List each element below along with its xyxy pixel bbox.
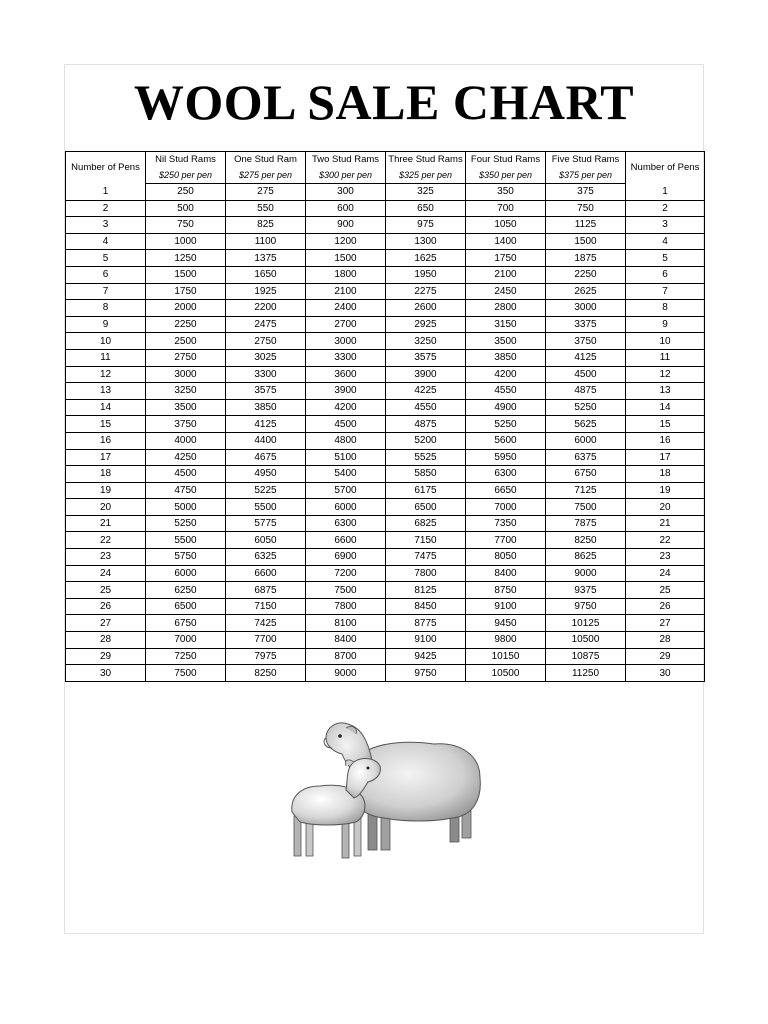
cell-three-stud-rams: 3250 bbox=[386, 333, 466, 350]
cell-five-stud-rams: 9750 bbox=[546, 598, 626, 615]
cell-three-stud-rams: 9750 bbox=[386, 665, 466, 682]
cell-one-stud-ram: 5225 bbox=[226, 482, 306, 499]
cell-nil-stud-rams: 5750 bbox=[146, 549, 226, 566]
cell-five-stud-rams: 5625 bbox=[546, 416, 626, 433]
cell-nil-stud-rams: 5500 bbox=[146, 532, 226, 549]
cell-four-stud-rams: 6300 bbox=[466, 466, 546, 483]
cell-five-stud-rams: 9000 bbox=[546, 565, 626, 582]
cell-pens-left: 8 bbox=[66, 300, 146, 317]
table-row bbox=[66, 549, 705, 566]
cell-pens-right: 25 bbox=[626, 582, 705, 599]
table-row bbox=[66, 217, 705, 234]
cell-two-stud-rams: 900 bbox=[306, 217, 386, 234]
cell-three-stud-rams: 2275 bbox=[386, 283, 466, 300]
cell-five-stud-rams: 7500 bbox=[546, 499, 626, 516]
cell-three-stud-rams: 4550 bbox=[386, 399, 466, 416]
cell-one-stud-ram: 7425 bbox=[226, 615, 306, 632]
table-row bbox=[66, 648, 705, 665]
cell-pens-right: 27 bbox=[626, 615, 705, 632]
cell-one-stud-ram: 5775 bbox=[226, 515, 306, 532]
cell-pens-left: 15 bbox=[66, 416, 146, 433]
cell-four-stud-rams: 9800 bbox=[466, 632, 546, 649]
cell-one-stud-ram: 4950 bbox=[226, 466, 306, 483]
cell-two-stud-rams: 3900 bbox=[306, 383, 386, 400]
cell-pens-left: 28 bbox=[66, 632, 146, 649]
cell-pens-left: 27 bbox=[66, 615, 146, 632]
cell-pens-right: 24 bbox=[626, 565, 705, 582]
cell-four-stud-rams: 5250 bbox=[466, 416, 546, 433]
cell-pens-right: 28 bbox=[626, 632, 705, 649]
cell-four-stud-rams: 1400 bbox=[466, 233, 546, 250]
cell-pens-right: 29 bbox=[626, 648, 705, 665]
cell-two-stud-rams: 3000 bbox=[306, 333, 386, 350]
cell-nil-stud-rams: 4250 bbox=[146, 449, 226, 466]
cell-nil-stud-rams: 2750 bbox=[146, 349, 226, 366]
cell-four-stud-rams: 8400 bbox=[466, 565, 546, 582]
cell-two-stud-rams: 2400 bbox=[306, 300, 386, 317]
cell-nil-stud-rams: 5250 bbox=[146, 515, 226, 532]
cell-three-stud-rams: 2925 bbox=[386, 316, 466, 333]
cell-pens-left: 10 bbox=[66, 333, 146, 350]
cell-five-stud-rams: 5250 bbox=[546, 399, 626, 416]
cell-one-stud-ram: 1375 bbox=[226, 250, 306, 267]
cell-one-stud-ram: 4125 bbox=[226, 416, 306, 433]
cell-five-stud-rams: 11250 bbox=[546, 665, 626, 682]
cell-three-stud-rams: 3575 bbox=[386, 349, 466, 366]
cell-one-stud-ram: 6600 bbox=[226, 565, 306, 582]
cell-nil-stud-rams: 6000 bbox=[146, 565, 226, 582]
cell-pens-right: 12 bbox=[626, 366, 705, 383]
wool-sale-table bbox=[65, 151, 705, 682]
cell-pens-left: 1 bbox=[66, 184, 146, 201]
cell-four-stud-rams: 3150 bbox=[466, 316, 546, 333]
cell-four-stud-rams: 10150 bbox=[466, 648, 546, 665]
cell-three-stud-rams: 5525 bbox=[386, 449, 466, 466]
cell-pens-right: 19 bbox=[626, 482, 705, 499]
price-nil-stud-rams: $250 per pen bbox=[146, 168, 226, 184]
price-two-stud-rams: $300 per pen bbox=[306, 168, 386, 184]
cell-four-stud-rams: 2450 bbox=[466, 283, 546, 300]
table-row bbox=[66, 499, 705, 516]
cell-nil-stud-rams: 4500 bbox=[146, 466, 226, 483]
cell-three-stud-rams: 2600 bbox=[386, 300, 466, 317]
table-row bbox=[66, 184, 705, 201]
cell-nil-stud-rams: 3000 bbox=[146, 366, 226, 383]
cell-three-stud-rams: 7475 bbox=[386, 549, 466, 566]
cell-nil-stud-rams: 750 bbox=[146, 217, 226, 234]
cell-nil-stud-rams: 500 bbox=[146, 200, 226, 217]
price-three-stud-rams: $325 per pen bbox=[386, 168, 466, 184]
table-row bbox=[66, 482, 705, 499]
cell-two-stud-rams: 9000 bbox=[306, 665, 386, 682]
cell-one-stud-ram: 1100 bbox=[226, 233, 306, 250]
cell-pens-right: 13 bbox=[626, 383, 705, 400]
cell-two-stud-rams: 7800 bbox=[306, 598, 386, 615]
cell-five-stud-rams: 4125 bbox=[546, 349, 626, 366]
cell-two-stud-rams: 7500 bbox=[306, 582, 386, 599]
cell-pens-right: 1 bbox=[626, 184, 705, 201]
table-row bbox=[66, 383, 705, 400]
cell-pens-right: 23 bbox=[626, 549, 705, 566]
cell-pens-left: 7 bbox=[66, 283, 146, 300]
header-nil-stud-rams: Nil Stud Rams bbox=[146, 152, 226, 168]
cell-five-stud-rams: 10125 bbox=[546, 615, 626, 632]
cell-pens-right: 16 bbox=[626, 432, 705, 449]
table-row bbox=[66, 632, 705, 649]
cell-four-stud-rams: 5950 bbox=[466, 449, 546, 466]
cell-nil-stud-rams: 6250 bbox=[146, 582, 226, 599]
cell-pens-right: 22 bbox=[626, 532, 705, 549]
cell-pens-left: 29 bbox=[66, 648, 146, 665]
cell-three-stud-rams: 7800 bbox=[386, 565, 466, 582]
cell-nil-stud-rams: 3750 bbox=[146, 416, 226, 433]
cell-five-stud-rams: 7875 bbox=[546, 515, 626, 532]
cell-two-stud-rams: 5400 bbox=[306, 466, 386, 483]
header-two-stud-rams: Two Stud Rams bbox=[306, 152, 386, 168]
cell-nil-stud-rams: 2000 bbox=[146, 300, 226, 317]
cell-pens-right: 21 bbox=[626, 515, 705, 532]
cell-three-stud-rams: 325 bbox=[386, 184, 466, 201]
cell-pens-right: 11 bbox=[626, 349, 705, 366]
cell-one-stud-ram: 7975 bbox=[226, 648, 306, 665]
cell-pens-right: 2 bbox=[626, 200, 705, 217]
cell-nil-stud-rams: 6500 bbox=[146, 598, 226, 615]
price-four-stud-rams: $350 per pen bbox=[466, 168, 546, 184]
table-row bbox=[66, 250, 705, 267]
cell-five-stud-rams: 1500 bbox=[546, 233, 626, 250]
cell-three-stud-rams: 7150 bbox=[386, 532, 466, 549]
cell-pens-left: 11 bbox=[66, 349, 146, 366]
cell-nil-stud-rams: 1250 bbox=[146, 250, 226, 267]
cell-two-stud-rams: 300 bbox=[306, 184, 386, 201]
cell-five-stud-rams: 375 bbox=[546, 184, 626, 201]
table-row bbox=[66, 283, 705, 300]
cell-four-stud-rams: 3850 bbox=[466, 349, 546, 366]
cell-two-stud-rams: 1500 bbox=[306, 250, 386, 267]
cell-four-stud-rams: 4550 bbox=[466, 383, 546, 400]
cell-pens-left: 19 bbox=[66, 482, 146, 499]
header-four-stud-rams: Four Stud Rams bbox=[466, 152, 546, 168]
table-row bbox=[66, 515, 705, 532]
cell-nil-stud-rams: 4750 bbox=[146, 482, 226, 499]
cell-one-stud-ram: 4400 bbox=[226, 432, 306, 449]
cell-pens-left: 12 bbox=[66, 366, 146, 383]
cell-four-stud-rams: 700 bbox=[466, 200, 546, 217]
cell-two-stud-rams: 6000 bbox=[306, 499, 386, 516]
table-row bbox=[66, 582, 705, 599]
cell-four-stud-rams: 1050 bbox=[466, 217, 546, 234]
cell-pens-right: 30 bbox=[626, 665, 705, 682]
cell-one-stud-ram: 5500 bbox=[226, 499, 306, 516]
cell-pens-left: 3 bbox=[66, 217, 146, 234]
cell-four-stud-rams: 8750 bbox=[466, 582, 546, 599]
cell-four-stud-rams: 7700 bbox=[466, 532, 546, 549]
table-row bbox=[66, 266, 705, 283]
cell-pens-left: 2 bbox=[66, 200, 146, 217]
table-row bbox=[66, 432, 705, 449]
cell-one-stud-ram: 3025 bbox=[226, 349, 306, 366]
cell-nil-stud-rams: 4000 bbox=[146, 432, 226, 449]
table-row bbox=[66, 366, 705, 383]
cell-two-stud-rams: 6600 bbox=[306, 532, 386, 549]
price-one-stud-ram: $275 per pen bbox=[226, 168, 306, 184]
cell-pens-left: 13 bbox=[66, 383, 146, 400]
cell-five-stud-rams: 1875 bbox=[546, 250, 626, 267]
cell-four-stud-rams: 8050 bbox=[466, 549, 546, 566]
cell-four-stud-rams: 7350 bbox=[466, 515, 546, 532]
cell-five-stud-rams: 6000 bbox=[546, 432, 626, 449]
cell-pens-left: 9 bbox=[66, 316, 146, 333]
cell-pens-left: 24 bbox=[66, 565, 146, 582]
cell-three-stud-rams: 9425 bbox=[386, 648, 466, 665]
cell-three-stud-rams: 6500 bbox=[386, 499, 466, 516]
cell-one-stud-ram: 3300 bbox=[226, 366, 306, 383]
cell-five-stud-rams: 2250 bbox=[546, 266, 626, 283]
cell-two-stud-rams: 1200 bbox=[306, 233, 386, 250]
cell-nil-stud-rams: 7250 bbox=[146, 648, 226, 665]
table-row bbox=[66, 300, 705, 317]
cell-pens-right: 6 bbox=[626, 266, 705, 283]
cell-pens-left: 22 bbox=[66, 532, 146, 549]
cell-five-stud-rams: 7125 bbox=[546, 482, 626, 499]
cell-one-stud-ram: 1650 bbox=[226, 266, 306, 283]
cell-pens-right: 26 bbox=[626, 598, 705, 615]
cell-four-stud-rams: 5600 bbox=[466, 432, 546, 449]
table-row bbox=[66, 665, 705, 682]
cell-three-stud-rams: 3900 bbox=[386, 366, 466, 383]
cell-nil-stud-rams: 2500 bbox=[146, 333, 226, 350]
cell-five-stud-rams: 6750 bbox=[546, 466, 626, 483]
cell-four-stud-rams: 3500 bbox=[466, 333, 546, 350]
table-row bbox=[66, 565, 705, 582]
cell-five-stud-rams: 4500 bbox=[546, 366, 626, 383]
cell-pens-right: 20 bbox=[626, 499, 705, 516]
cell-five-stud-rams: 6375 bbox=[546, 449, 626, 466]
header-number-of-pens-right: Number of Pens bbox=[626, 152, 705, 184]
cell-pens-right: 14 bbox=[626, 399, 705, 416]
cell-pens-left: 16 bbox=[66, 432, 146, 449]
cell-pens-right: 8 bbox=[626, 300, 705, 317]
cell-nil-stud-rams: 2250 bbox=[146, 316, 226, 333]
cell-pens-right: 7 bbox=[626, 283, 705, 300]
cell-five-stud-rams: 4875 bbox=[546, 383, 626, 400]
cell-one-stud-ram: 7150 bbox=[226, 598, 306, 615]
cell-two-stud-rams: 8400 bbox=[306, 632, 386, 649]
cell-one-stud-ram: 2750 bbox=[226, 333, 306, 350]
header-number-of-pens-left: Number of Pens bbox=[66, 152, 146, 184]
cell-four-stud-rams: 7000 bbox=[466, 499, 546, 516]
cell-three-stud-rams: 8450 bbox=[386, 598, 466, 615]
cell-one-stud-ram: 4675 bbox=[226, 449, 306, 466]
cell-four-stud-rams: 2100 bbox=[466, 266, 546, 283]
cell-pens-right: 18 bbox=[626, 466, 705, 483]
cell-two-stud-rams: 6900 bbox=[306, 549, 386, 566]
cell-two-stud-rams: 8700 bbox=[306, 648, 386, 665]
cell-one-stud-ram: 2475 bbox=[226, 316, 306, 333]
cell-three-stud-rams: 4875 bbox=[386, 416, 466, 433]
table-row bbox=[66, 532, 705, 549]
cell-pens-right: 15 bbox=[626, 416, 705, 433]
cell-nil-stud-rams: 1000 bbox=[146, 233, 226, 250]
cell-one-stud-ram: 6325 bbox=[226, 549, 306, 566]
cell-two-stud-rams: 7200 bbox=[306, 565, 386, 582]
table-row bbox=[66, 399, 705, 416]
cell-three-stud-rams: 6175 bbox=[386, 482, 466, 499]
cell-five-stud-rams: 2625 bbox=[546, 283, 626, 300]
cell-three-stud-rams: 4225 bbox=[386, 383, 466, 400]
cell-five-stud-rams: 3000 bbox=[546, 300, 626, 317]
cell-three-stud-rams: 8125 bbox=[386, 582, 466, 599]
table-row bbox=[66, 316, 705, 333]
cell-five-stud-rams: 3750 bbox=[546, 333, 626, 350]
cell-pens-left: 30 bbox=[66, 665, 146, 682]
price-five-stud-rams: $375 per pen bbox=[546, 168, 626, 184]
cell-two-stud-rams: 3300 bbox=[306, 349, 386, 366]
cell-nil-stud-rams: 3250 bbox=[146, 383, 226, 400]
cell-pens-left: 21 bbox=[66, 515, 146, 532]
cell-one-stud-ram: 3850 bbox=[226, 399, 306, 416]
cell-pens-right: 5 bbox=[626, 250, 705, 267]
cell-five-stud-rams: 3375 bbox=[546, 316, 626, 333]
cell-one-stud-ram: 7700 bbox=[226, 632, 306, 649]
cell-four-stud-rams: 4900 bbox=[466, 399, 546, 416]
cell-pens-left: 23 bbox=[66, 549, 146, 566]
cell-one-stud-ram: 2200 bbox=[226, 300, 306, 317]
cell-four-stud-rams: 1750 bbox=[466, 250, 546, 267]
cell-three-stud-rams: 5200 bbox=[386, 432, 466, 449]
cell-pens-left: 26 bbox=[66, 598, 146, 615]
page-title: WOOL SALE CHART bbox=[133, 74, 635, 130]
cell-five-stud-rams: 9375 bbox=[546, 582, 626, 599]
cell-nil-stud-rams: 6750 bbox=[146, 615, 226, 632]
cell-three-stud-rams: 9100 bbox=[386, 632, 466, 649]
cell-nil-stud-rams: 5000 bbox=[146, 499, 226, 516]
table-row bbox=[66, 200, 705, 217]
cell-three-stud-rams: 8775 bbox=[386, 615, 466, 632]
cell-three-stud-rams: 5850 bbox=[386, 466, 466, 483]
cell-two-stud-rams: 4800 bbox=[306, 432, 386, 449]
table-row bbox=[66, 449, 705, 466]
cell-nil-stud-rams: 1500 bbox=[146, 266, 226, 283]
header-one-stud-ram: One Stud Ram bbox=[226, 152, 306, 168]
cell-pens-left: 14 bbox=[66, 399, 146, 416]
cell-pens-right: 9 bbox=[626, 316, 705, 333]
cell-three-stud-rams: 1625 bbox=[386, 250, 466, 267]
cell-two-stud-rams: 6300 bbox=[306, 515, 386, 532]
cell-two-stud-rams: 5700 bbox=[306, 482, 386, 499]
header-five-stud-rams: Five Stud Rams bbox=[546, 152, 626, 168]
cell-two-stud-rams: 4200 bbox=[306, 399, 386, 416]
cell-four-stud-rams: 2800 bbox=[466, 300, 546, 317]
cell-one-stud-ram: 550 bbox=[226, 200, 306, 217]
table-row bbox=[66, 416, 705, 433]
cell-three-stud-rams: 650 bbox=[386, 200, 466, 217]
cell-nil-stud-rams: 250 bbox=[146, 184, 226, 201]
cell-five-stud-rams: 10875 bbox=[546, 648, 626, 665]
cell-four-stud-rams: 9100 bbox=[466, 598, 546, 615]
cell-two-stud-rams: 4500 bbox=[306, 416, 386, 433]
cell-three-stud-rams: 1300 bbox=[386, 233, 466, 250]
cell-one-stud-ram: 1925 bbox=[226, 283, 306, 300]
cell-five-stud-rams: 750 bbox=[546, 200, 626, 217]
cell-two-stud-rams: 3600 bbox=[306, 366, 386, 383]
cell-two-stud-rams: 2100 bbox=[306, 283, 386, 300]
cell-nil-stud-rams: 3500 bbox=[146, 399, 226, 416]
cell-four-stud-rams: 6650 bbox=[466, 482, 546, 499]
cell-nil-stud-rams: 7500 bbox=[146, 665, 226, 682]
cell-four-stud-rams: 10500 bbox=[466, 665, 546, 682]
cell-pens-left: 20 bbox=[66, 499, 146, 516]
header-three-stud-rams: Three Stud Rams bbox=[386, 152, 466, 168]
cell-pens-left: 18 bbox=[66, 466, 146, 483]
table-row bbox=[66, 333, 705, 350]
cell-pens-right: 4 bbox=[626, 233, 705, 250]
table-row bbox=[66, 349, 705, 366]
table-row bbox=[66, 615, 705, 632]
cell-nil-stud-rams: 7000 bbox=[146, 632, 226, 649]
cell-three-stud-rams: 6825 bbox=[386, 515, 466, 532]
cell-pens-right: 10 bbox=[626, 333, 705, 350]
table-row bbox=[66, 466, 705, 483]
cell-four-stud-rams: 4200 bbox=[466, 366, 546, 383]
cell-one-stud-ram: 3575 bbox=[226, 383, 306, 400]
table-row bbox=[66, 233, 705, 250]
cell-two-stud-rams: 2700 bbox=[306, 316, 386, 333]
cell-five-stud-rams: 10500 bbox=[546, 632, 626, 649]
cell-pens-left: 5 bbox=[66, 250, 146, 267]
cell-five-stud-rams: 1125 bbox=[546, 217, 626, 234]
cell-pens-left: 25 bbox=[66, 582, 146, 599]
cell-two-stud-rams: 600 bbox=[306, 200, 386, 217]
cell-one-stud-ram: 825 bbox=[226, 217, 306, 234]
table-row bbox=[66, 598, 705, 615]
cell-five-stud-rams: 8250 bbox=[546, 532, 626, 549]
cell-one-stud-ram: 8250 bbox=[226, 665, 306, 682]
cell-one-stud-ram: 6875 bbox=[226, 582, 306, 599]
cell-four-stud-rams: 350 bbox=[466, 184, 546, 201]
table-body bbox=[66, 184, 705, 682]
cell-pens-left: 4 bbox=[66, 233, 146, 250]
cell-three-stud-rams: 975 bbox=[386, 217, 466, 234]
cell-pens-right: 17 bbox=[626, 449, 705, 466]
cell-pens-left: 17 bbox=[66, 449, 146, 466]
cell-two-stud-rams: 5100 bbox=[306, 449, 386, 466]
cell-two-stud-rams: 8100 bbox=[306, 615, 386, 632]
cell-four-stud-rams: 9450 bbox=[466, 615, 546, 632]
cell-three-stud-rams: 1950 bbox=[386, 266, 466, 283]
cell-pens-left: 6 bbox=[66, 266, 146, 283]
cell-five-stud-rams: 8625 bbox=[546, 549, 626, 566]
cell-two-stud-rams: 1800 bbox=[306, 266, 386, 283]
cell-one-stud-ram: 6050 bbox=[226, 532, 306, 549]
sheep-and-lamb-icon bbox=[284, 712, 484, 864]
cell-nil-stud-rams: 1750 bbox=[146, 283, 226, 300]
cell-pens-right: 3 bbox=[626, 217, 705, 234]
cell-one-stud-ram: 275 bbox=[226, 184, 306, 201]
